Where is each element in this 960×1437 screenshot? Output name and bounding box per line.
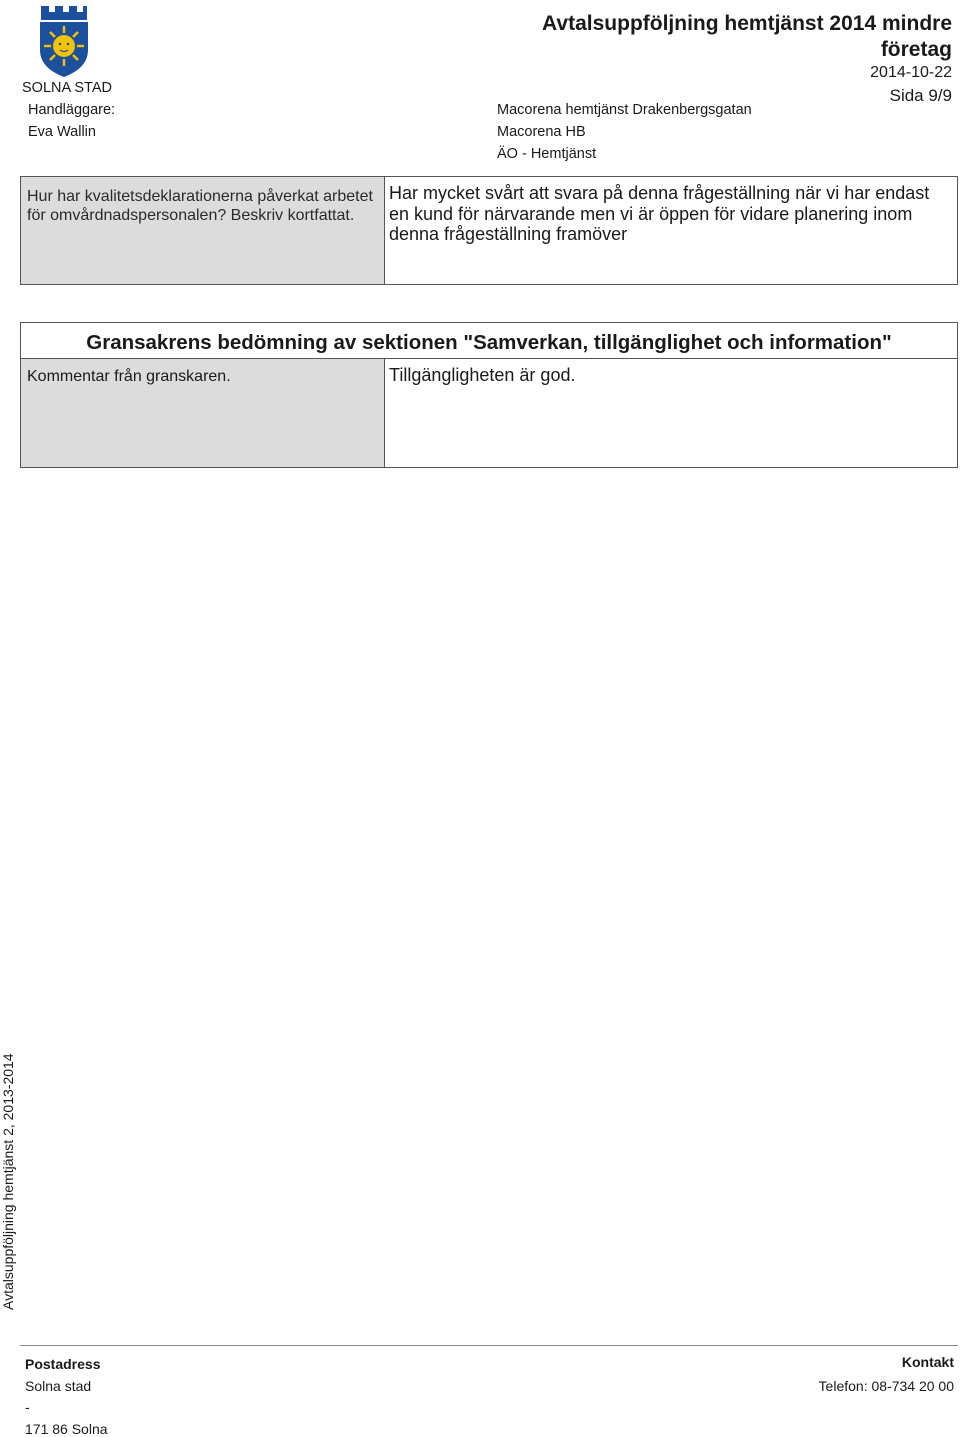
handler-label: Handläggare: — [28, 102, 116, 118]
review-comment-label: Kommentar från granskaren. — [21, 359, 385, 467]
question-table — [20, 176, 958, 285]
postal-address-line: - — [25, 1399, 30, 1415]
document-date: 2014-10-22 — [870, 64, 952, 81]
organization-name: SOLNA STAD — [22, 80, 112, 96]
provider-company: Macorena HB — [497, 124, 586, 140]
page-number: Sida 9/9 — [889, 86, 952, 105]
postal-address-label: Postadress — [25, 1356, 101, 1372]
provider-name: Macorena hemtjänst Drakenbergsgatan — [497, 102, 752, 118]
review-heading: Gransakrens bedömning av sektionen "Samverkan, tillgänglighet och information" — [21, 323, 957, 359]
footer-divider — [20, 1345, 958, 1346]
document-title: Avtalsuppföljning hemtjänst 2014 mindre företag — [542, 12, 952, 61]
review-row — [21, 359, 957, 467]
handler-name: Eva Wallin — [28, 124, 96, 140]
provider-type: ÄO - Hemtjänst — [497, 146, 597, 162]
solna-stad-logo — [37, 4, 91, 78]
review-comment: Tillgängligheten är god. — [389, 365, 576, 385]
contact-label: Kontakt — [901, 1354, 954, 1370]
review-table — [20, 322, 958, 468]
postal-address-line: Solna stad — [25, 1378, 92, 1394]
side-document-label: Avtalsuppföljning hemtjänst 2, 2013-2014 — [0, 1053, 16, 1310]
question-answer: Har mycket svårt att svara på denna frågeställning när vi har endast en kund för närvarande men vi är öppen för vidare planering inom denna frågeställning framöver — [389, 183, 930, 244]
contact-phone: Telefon: 08-734 20 00 — [818, 1378, 954, 1394]
postal-address-line: 171 86 Solna — [25, 1421, 108, 1437]
question-label: Hur har kvalitetsdeklarationerna påverkat arbetet för omvårdnadspersonalen? Beskriv kortfattat. — [21, 177, 385, 284]
